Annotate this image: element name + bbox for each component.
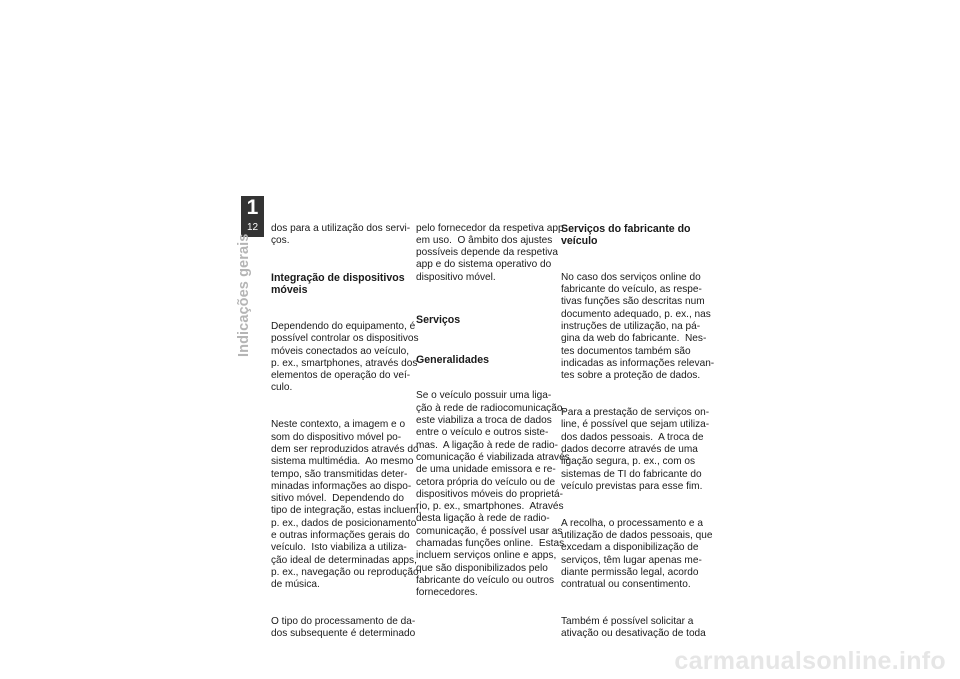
text-column-2 <box>416 198 570 612</box>
section-heading-manufacturer-services: Serviços do fabricante do veículo <box>561 222 691 247</box>
paragraph: Para a prestação de serviços on- line, é possível que sejam utiliza- dos dados pessoais. A troca de dados decorre através de uma ligação segura, p. ex., com os sistemas de TI do fabricante do veículo previstas para esse fim. <box>561 407 710 492</box>
paragraph: A recolha, o processamento e a utilização de dados pessoais, que excedam a disponibilização de serviços, têm lugar apenas me- diante permissão legal, acordo contratual ou consentimento. <box>561 517 713 591</box>
subheading-general: Generalidades <box>416 353 490 366</box>
paragraph: dos para a utilização dos servi- ços. <box>271 222 411 246</box>
text-column-3 <box>561 198 715 653</box>
section-heading-mobile-integration: Integração de dispositivos móveis <box>271 271 405 297</box>
paragraph: Também é possível solicitar a ativação ou desativação de toda <box>561 616 706 640</box>
paragraph: pelo fornecedor da respetiva app em uso. O âmbito dos ajustes possíveis depende da respetiva app e do sistema operativo do dispositivo móvel. <box>416 222 564 283</box>
paragraph: Neste contexto, a imagem e o som do dispositivo móvel po- dem ser reproduzidos através do sistema multimédia. Ao mesmo tempo, são transmitidas deter- minadas informações ao dispo- sitivo móvel. Dependendo do tipo de integração, estas incluem, p. ex., dados de posicionamento e outras informações gerais do veículo. Isto viabiliza a utiliza- ção ideal de determinadas apps, p. ex., navegação ou reprodução de música. <box>271 419 422 591</box>
watermark: carmanualsonline.info <box>674 647 946 675</box>
section-heading-services: Serviços <box>416 313 461 326</box>
chapter-number: 1 <box>246 196 259 219</box>
chapter-title: Indicações gerais <box>236 233 252 357</box>
paragraph: Se o veículo possuir uma liga- ção à rede de radiocomunicação, este viabiliza a troca de dados entre o veículo e outros siste- mas. A ligação à rede de radio- comunicação é viabilizada através de uma unidade emissora e re- cetora própria do veículo ou de dispositivos móveis do proprietá- rio, p. ex., smartphones. Através desta ligação à rede de radio- comunicação, é possível usar as chamadas funções online. Estas incluem serviços online e apps, que são disponibilizados pelo fabricante do veículo ou outros fornecedores. <box>416 390 570 599</box>
chapter-tab <box>241 196 264 237</box>
paragraph: Dependendo do equipamento, é possível controlar os dispositivos móveis conectados ao veículo, p. ex., smartphones, através dos elementos de operação do veí- culo. <box>271 320 419 394</box>
page-number: 12 <box>246 222 259 233</box>
paragraph: No caso dos serviços online do fabricante do veículo, as respe- tivas funções são descritas num documento adequado, p. ex., nas instruções de utilização, na pá- gina da web do fabricante. Nes- tes documentos também são indicadas as informações relevan- tes sobre a proteção de dados. <box>561 271 715 382</box>
text-column-1 <box>271 198 422 653</box>
paragraph: O tipo do processamento de da- dos subsequente é determinado <box>271 616 416 640</box>
